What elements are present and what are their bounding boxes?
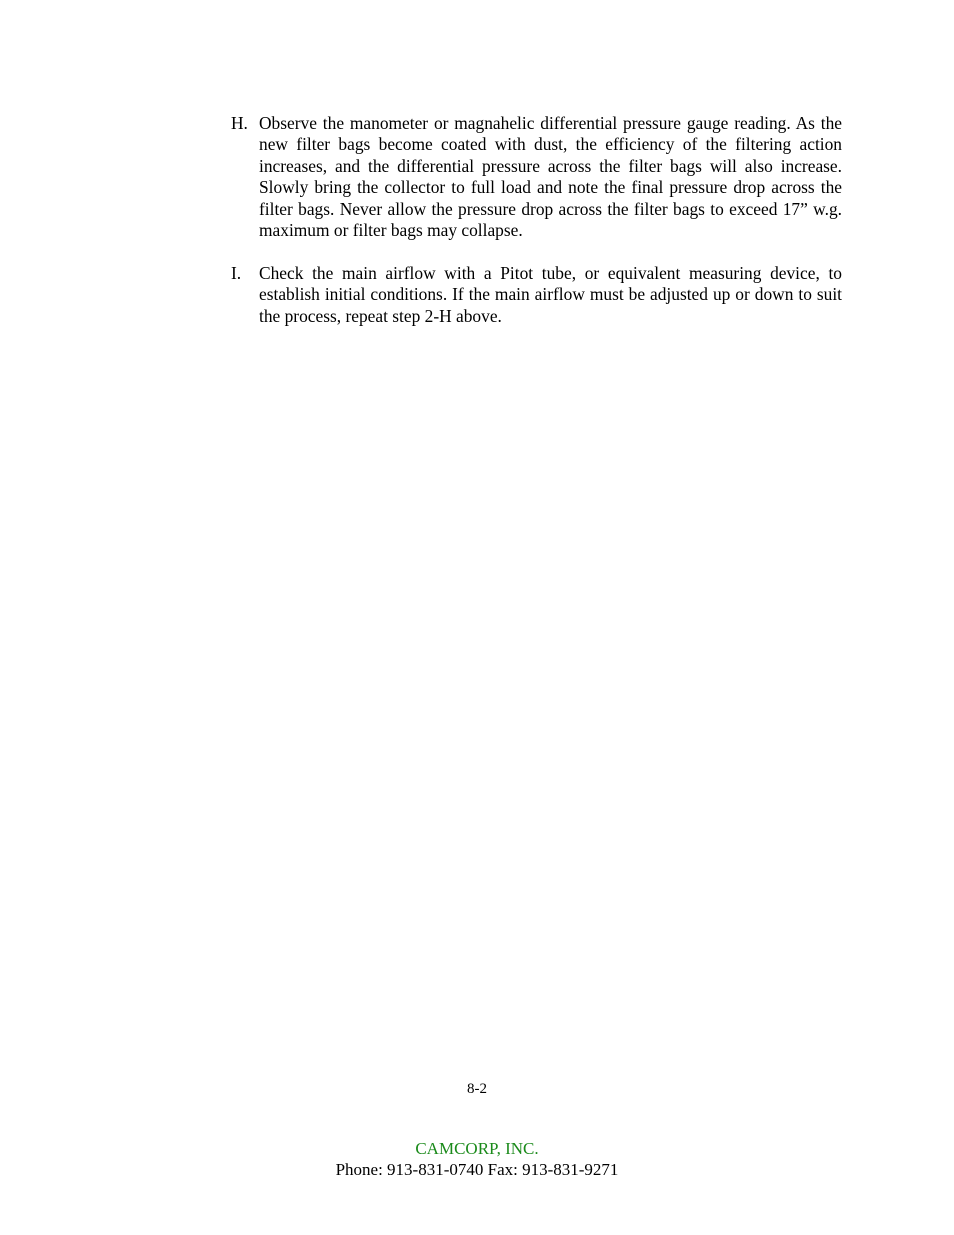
footer-company-name: CAMCORP, INC. — [415, 1139, 539, 1158]
footer-contact-info: Phone: 913-831-0740 Fax: 913-831-9271 — [335, 1160, 619, 1179]
step-i-text: Check the main airflow with a Pitot tube, or equivalent measuring device, to establish initial conditions. If the main airflow must be adjusted up or down to suit the process, repeat step 2-H above. — [259, 263, 842, 326]
step-h-text: Observe the manometer or magnahelic differential pressure gauge reading. As the new filter bags become coated with dust, the efficiency of the filtering action increases, and the differential pressure across the filter bags will also increase. Slowly bring the collector to full load and note the final pressure drop across the filter bags. Never allow the pressure drop across the filter bags to exceed 17” w.g. maximum or filter bags may collapse. — [259, 113, 842, 241]
step-h — [231, 113, 842, 241]
step-i-marker: I. — [231, 263, 242, 283]
page-number: 8-2 — [467, 1081, 487, 1097]
step-i — [231, 263, 842, 327]
step-h-marker: H. — [231, 113, 248, 133]
